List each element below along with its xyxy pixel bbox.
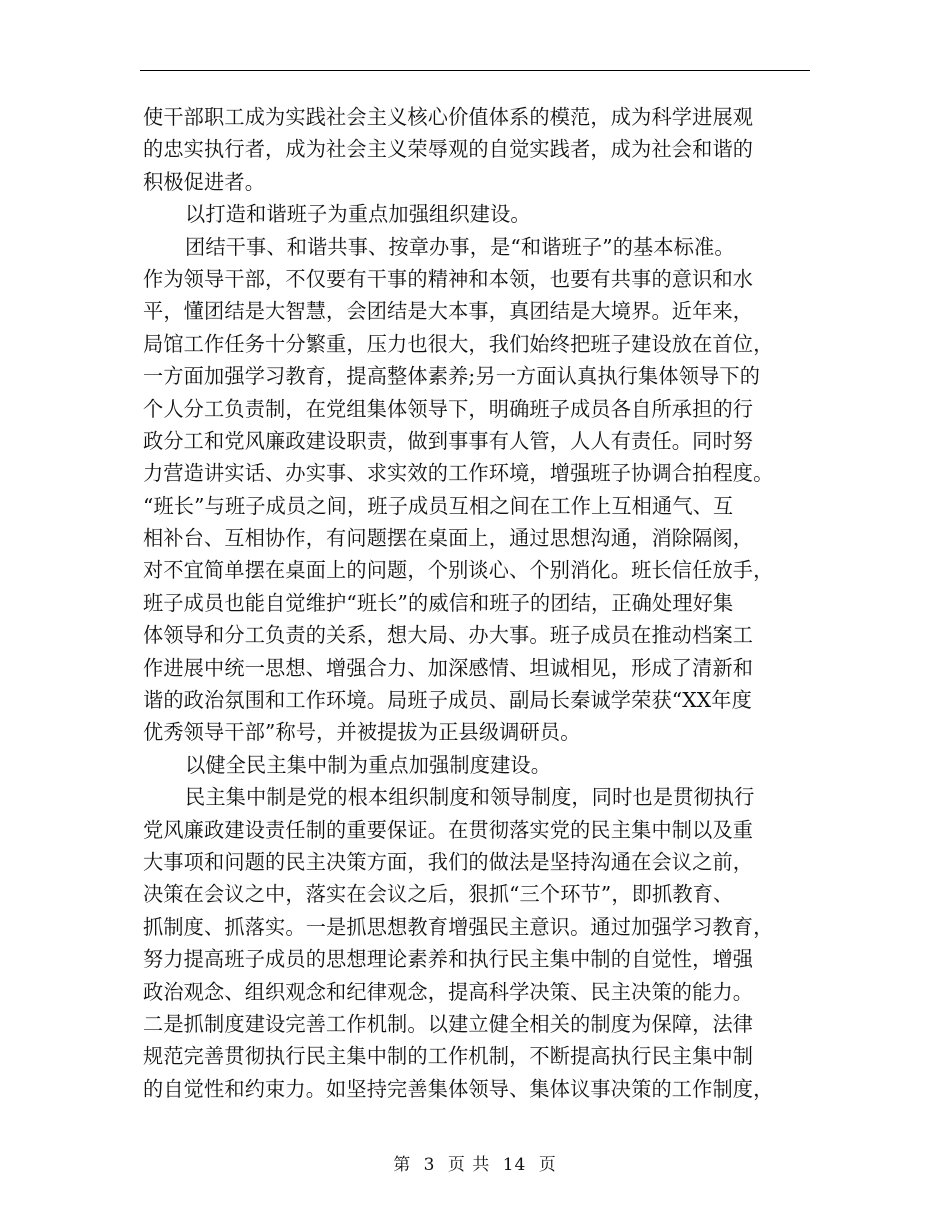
footer-prefix: 第 bbox=[393, 1155, 412, 1175]
text-line: 政分工和党风廉政建设职责，做到事事有人管，人人有责任。同时努 bbox=[143, 428, 754, 453]
text-line: 作为领导干部，不仅要有干事的精神和本领，也要有共事的意识和水 bbox=[143, 266, 754, 291]
text-line: 二是抓制度建设完善工作机制。以建立健全相关的制度为保障，法律 bbox=[143, 1011, 754, 1036]
text-line: 以健全民主集中制为重点加强制度建设。 bbox=[185, 752, 552, 777]
text-line: 谐的政治氛围和工作环境。局班子成员、副局长秦诚学荣获“XX年度 bbox=[143, 688, 752, 713]
text-line: 团结干事、和谐共事、按章办事，是“和谐班子”的基本标准。 bbox=[185, 234, 735, 259]
text-line: 相补台、互相协作，有问题摆在桌面上，通过思想沟通，消除隔阂， bbox=[143, 526, 754, 551]
text-line: 局馆工作任务十分繁重，压力也很大，我们始终把班子建设放在首位， bbox=[143, 331, 774, 356]
text-line: 班子成员也能自觉维护“班长”的威信和班子的团结，正确处理好集 bbox=[143, 590, 734, 615]
text-line: 的忠实执行者，成为社会主义荣辱观的自觉实践者，成为社会和谐的 bbox=[143, 137, 754, 162]
text-line: 决策在会议之中，落实在会议之后，狠抓“三个环节”，即抓教育、 bbox=[143, 882, 734, 907]
footer-suffix: 页 bbox=[538, 1155, 557, 1175]
text-line: 一方面加强学习教育，提高整体素养;另一方面认真执行集体领导下的 bbox=[143, 364, 761, 389]
text-line: 体领导和分工负责的关系，想大局、办大事。班子成员在推动档案工 bbox=[143, 623, 754, 648]
footer-page-number: 3 bbox=[423, 1155, 436, 1175]
text-line: 对不宜简单摆在桌面上的问题，个别谈心、个别消化。班长信任放手， bbox=[143, 558, 774, 583]
text-line: 优秀领导干部”称号，并被提拔为正县级调研员。 bbox=[143, 720, 581, 745]
text-line: 个人分工负责制，在党组集体领导下，明确班子成员各自所承担的行 bbox=[143, 396, 754, 421]
text-line: 作进展中统一思想、增强合力、加深感情、坦诚相见，形成了清新和 bbox=[143, 655, 754, 680]
text-line: 抓制度、抓落实。一是抓思想教育增强民主意识。通过加强学习教育， bbox=[143, 914, 774, 939]
document-body bbox=[143, 101, 813, 1105]
text-line: 大事项和问题的民主决策方面，我们的做法是坚持沟通在会议之前， bbox=[143, 849, 754, 874]
text-line: 努力提高班子成员的思想理论素养和执行民主集中制的自觉性，增强 bbox=[143, 947, 754, 972]
page-footer bbox=[0, 1150, 950, 1175]
text-line: 党风廉政建设责任制的重要保证。在贯彻落实党的民主集中制以及重 bbox=[143, 817, 754, 842]
text-line: 使干部职工成为实践社会主义核心价值体系的模范，成为科学进展观 bbox=[143, 105, 754, 129]
text-line: 平，懂团结是大智慧，会团结是大本事，真团结是大境界。近年来， bbox=[143, 299, 754, 324]
text-line: 力营造讲实话、办实事、求实效的工作环境，增强班子协调合拍程度。 bbox=[143, 461, 774, 486]
footer-total-pages: 14 bbox=[502, 1155, 527, 1175]
text-line: 的自觉性和约束力。如坚持完善集体领导、集体议事决策的工作制度， bbox=[143, 1076, 774, 1101]
text-line: 以打造和谐班子为重点加强组织建设。 bbox=[185, 202, 531, 227]
text-line: “班长”与班子成员之间，班子成员互相之间在工作上互相通气、互 bbox=[143, 493, 734, 518]
text-line: 政治观念、组织观念和纪律观念，提高科学决策、民主决策的能力。 bbox=[143, 979, 754, 1004]
footer-middle: 页 共 bbox=[447, 1155, 491, 1175]
text-line: 规范完善贯彻执行民主集中制的工作机制，不断提高执行民主集中制 bbox=[143, 1044, 754, 1069]
text-line: 积极促进者。 bbox=[143, 169, 266, 194]
header-rule bbox=[140, 70, 810, 71]
text-line: 民主集中制是党的根本组织制度和领导制度，同时也是贯彻执行 bbox=[185, 785, 755, 810]
